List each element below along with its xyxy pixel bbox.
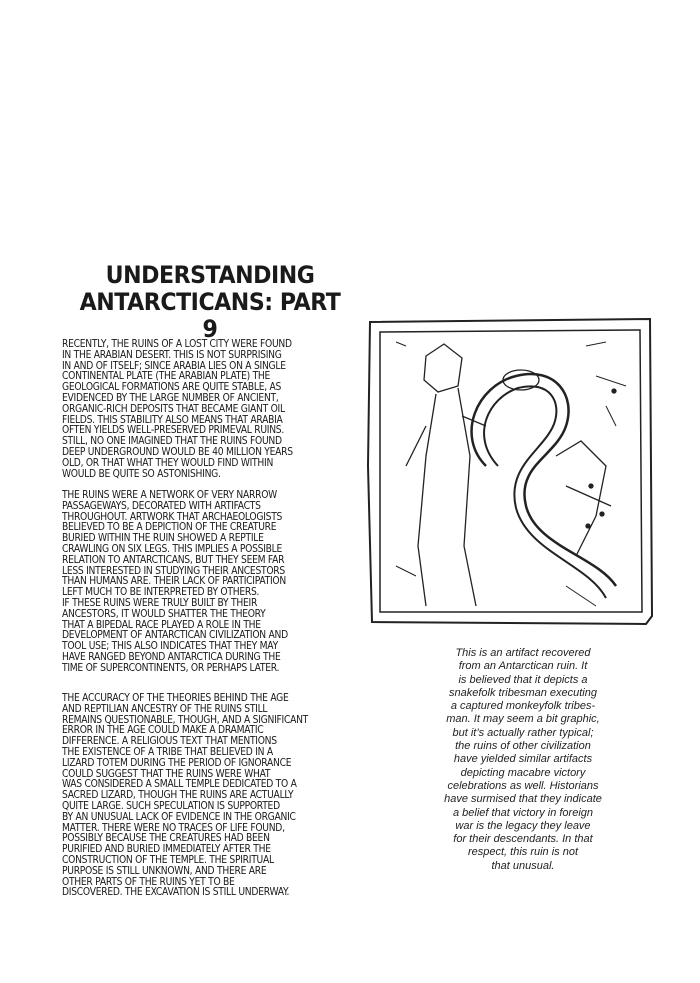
artifact-caption (418, 647, 628, 873)
artifact-illustration (366, 316, 654, 628)
paragraph-line: PURPOSE IS STILL UNKNOWN, AND THERE ARE (62, 865, 267, 877)
title-line: UNDERSTANDING (105, 261, 315, 289)
paragraph-line: AND REPTILIAN ANCESTRY OF THE RUINS STILL (62, 703, 268, 715)
paragraph-line: THAN HUMANS ARE. THEIR LACK OF PARTICIPATION (62, 576, 286, 588)
paragraph-line: GEOLOGICAL FORMATIONS ARE QUITE STABLE, AS (62, 382, 282, 394)
paragraph-line: LESS INTERESTED IN STUDYING THEIR ANCESTORS (62, 565, 285, 577)
paragraph-line: OTHER PARTS OF THE RUINS YET TO BE (62, 876, 235, 888)
paragraph-3 (62, 694, 350, 899)
caption-line: but it’s actually rather typical; (452, 726, 594, 739)
paragraph-line: PURIFIED AND BURIED IMMEDIATELY AFTER THE (62, 844, 271, 856)
caption-line: snakefolk tribesman executing (449, 686, 597, 699)
paragraph-line: OFTEN YIELDS WELL-PRESERVED PRIMEVAL RUINS. (62, 425, 284, 437)
caption-line: the ruins of other civilization (455, 740, 591, 753)
paragraph-line: STILL, NO ONE IMAGINED THAT THE RUINS FOUND (62, 436, 282, 448)
paragraph-1 (62, 340, 350, 480)
caption-line: from an Antarctican ruin. It (458, 660, 588, 673)
title-line: ANTARCTICANS: PART 9 (79, 288, 341, 343)
paragraph-line: PASSAGEWAYS, DECORATED WITH ARTIFACTS (62, 500, 261, 512)
paragraph-line: QUITE LARGE. SUCH SPECULATION IS SUPPORTED (62, 800, 280, 812)
caption-line: have surmised that they indicate (444, 793, 602, 806)
paragraph-line: THE RUINS WERE A NETWORK OF VERY NARROW (62, 490, 277, 501)
paragraph-line: THE EXISTENCE OF A TRIBE THAT BELIEVED IN A (62, 746, 273, 758)
paragraph-line: CRAWLING ON SIX LEGS. THIS IMPLIES A POSSIBLE (62, 543, 283, 555)
caption-line: a belief that victory in foreign (452, 806, 594, 819)
caption-line: man. It may seem a bit graphic, (446, 713, 600, 726)
caption-line: respect, this ruin is not (467, 846, 579, 859)
paragraph-line: RELATION TO ANTARCTICANS, BUT THEY SEEM FAR (62, 554, 285, 566)
paragraph-line: IF THESE RUINS WERE TRULY BUILT BY THEIR (62, 597, 258, 609)
paragraph-line: RECENTLY, THE RUINS OF A LOST CITY WERE FOUND (62, 339, 292, 350)
paragraph-line: CONTINENTAL PLATE (THE ARABIAN PLATE) THE (62, 371, 271, 383)
paragraph-line: LIZARD TOTEM DURING THE PERIOD OF IGNORANCE (62, 757, 292, 769)
paragraph-line: DEEP UNDERGROUND WOULD BE 40 MILLION YEARS (62, 446, 293, 458)
paragraph-line: BY AN UNUSUAL LACK OF EVIDENCE IN THE ORGANIC (62, 811, 296, 823)
paragraph-line: TOOL USE; THIS ALSO INDICATES THAT THEY MAY (62, 641, 278, 653)
paragraph-line: BELIEVED TO BE A DEPICTION OF THE CREATURE (62, 522, 277, 534)
caption-line: This is an artifact recovered (455, 647, 591, 659)
page-title (72, 262, 348, 343)
paragraph-line: ORGANIC-RICH DEPOSITS THAT BECAME GIANT OIL (62, 403, 285, 415)
paragraph-line: COULD SUGGEST THAT THE RUINS WERE WHAT (62, 768, 271, 780)
paragraph-line: THE ACCURACY OF THE THEORIES BEHIND THE AGE (62, 693, 289, 704)
caption-line: war is the legacy they leave (455, 819, 591, 832)
paragraph-line: HAVE RANGED BEYOND ANTARCTICA DURING THE (62, 651, 281, 663)
paragraph-line: REMAINS QUESTIONABLE, THOUGH, AND A SIGNIFICANT (62, 714, 309, 726)
paragraph-line: MATTER. THERE WERE NO TRACES OF LIFE FOUND, (62, 822, 285, 834)
paragraph-line: LEFT MUCH TO BE INTERPRETED BY OTHERS. (62, 587, 260, 599)
paragraph-line: OLD, OR THAT WHAT THEY WOULD FIND WITHIN (62, 457, 274, 469)
paragraph-line: DEVELOPMENT OF ANTARCTICAN CIVILIZATION AND (62, 630, 288, 642)
paragraph-line: POSSIBLY BECAUSE THE CREATURES HAD BEEN (62, 833, 270, 845)
paragraph-line: BURIED WITHIN THE RUIN SHOWED A REPTILE (62, 533, 264, 545)
paragraph-line: THAT A BIPEDAL RACE PLAYED A ROLE IN THE (62, 619, 261, 631)
paragraph-line: ERROR IN THE AGE COULD MAKE A DRAMATIC (62, 725, 264, 737)
caption-line: celebrations as well. Historians (447, 779, 599, 792)
paragraph-line: WOULD BE QUITE SO ASTONISHING. (62, 468, 221, 480)
caption-line: for their descendants. In that (453, 833, 593, 846)
paragraph-line: IN THE ARABIAN DESERT. THIS IS NOT SURPRISING (62, 349, 282, 361)
caption-line: have yielded similar artifacts (453, 753, 593, 766)
paragraph-line: DISCOVERED. THE EXCAVATION IS STILL UNDERWAY. (62, 887, 290, 899)
paragraph-2 (62, 491, 350, 675)
paragraph-line: CONSTRUCTION OF THE TEMPLE. THE SPIRITUAL (62, 854, 274, 866)
paragraph-line: DIFFERENCE. A RELIGIOUS TEXT THAT MENTIONS (62, 736, 277, 748)
caption-line: a captured monkeyfolk tribes- (450, 700, 596, 713)
paragraph-line: TIME OF SUPERCONTINENTS, OR PERHAPS LATER. (62, 662, 280, 674)
caption-line: depicting macabre victory (460, 766, 586, 779)
paragraph-line: SACRED LIZARD, THOUGH THE RUINS ARE ACTUALLY (62, 790, 294, 802)
paragraph-line: IN AND OF ITSELF; SINCE ARABIA LIES ON A SINGLE (62, 360, 286, 372)
caption-line: is believed that it depicts a (458, 673, 588, 686)
paragraph-line: EVIDENCED BY THE LARGE NUMBER OF ANCIENT, (62, 392, 279, 404)
paragraph-line: THROUGHOUT. ARTWORK THAT ARCHAEOLOGISTS (62, 511, 283, 523)
caption-line: that unusual. (491, 859, 555, 872)
paragraph-line: WAS CONSIDERED A SMALL TEMPLE DEDICATED TO A (62, 779, 297, 791)
paragraph-line: ANCESTORS, IT WOULD SHATTER THE THEORY (62, 608, 266, 620)
paragraph-line: FIELDS. THIS STABILITY ALSO MEANS THAT ARABIA (62, 414, 283, 426)
